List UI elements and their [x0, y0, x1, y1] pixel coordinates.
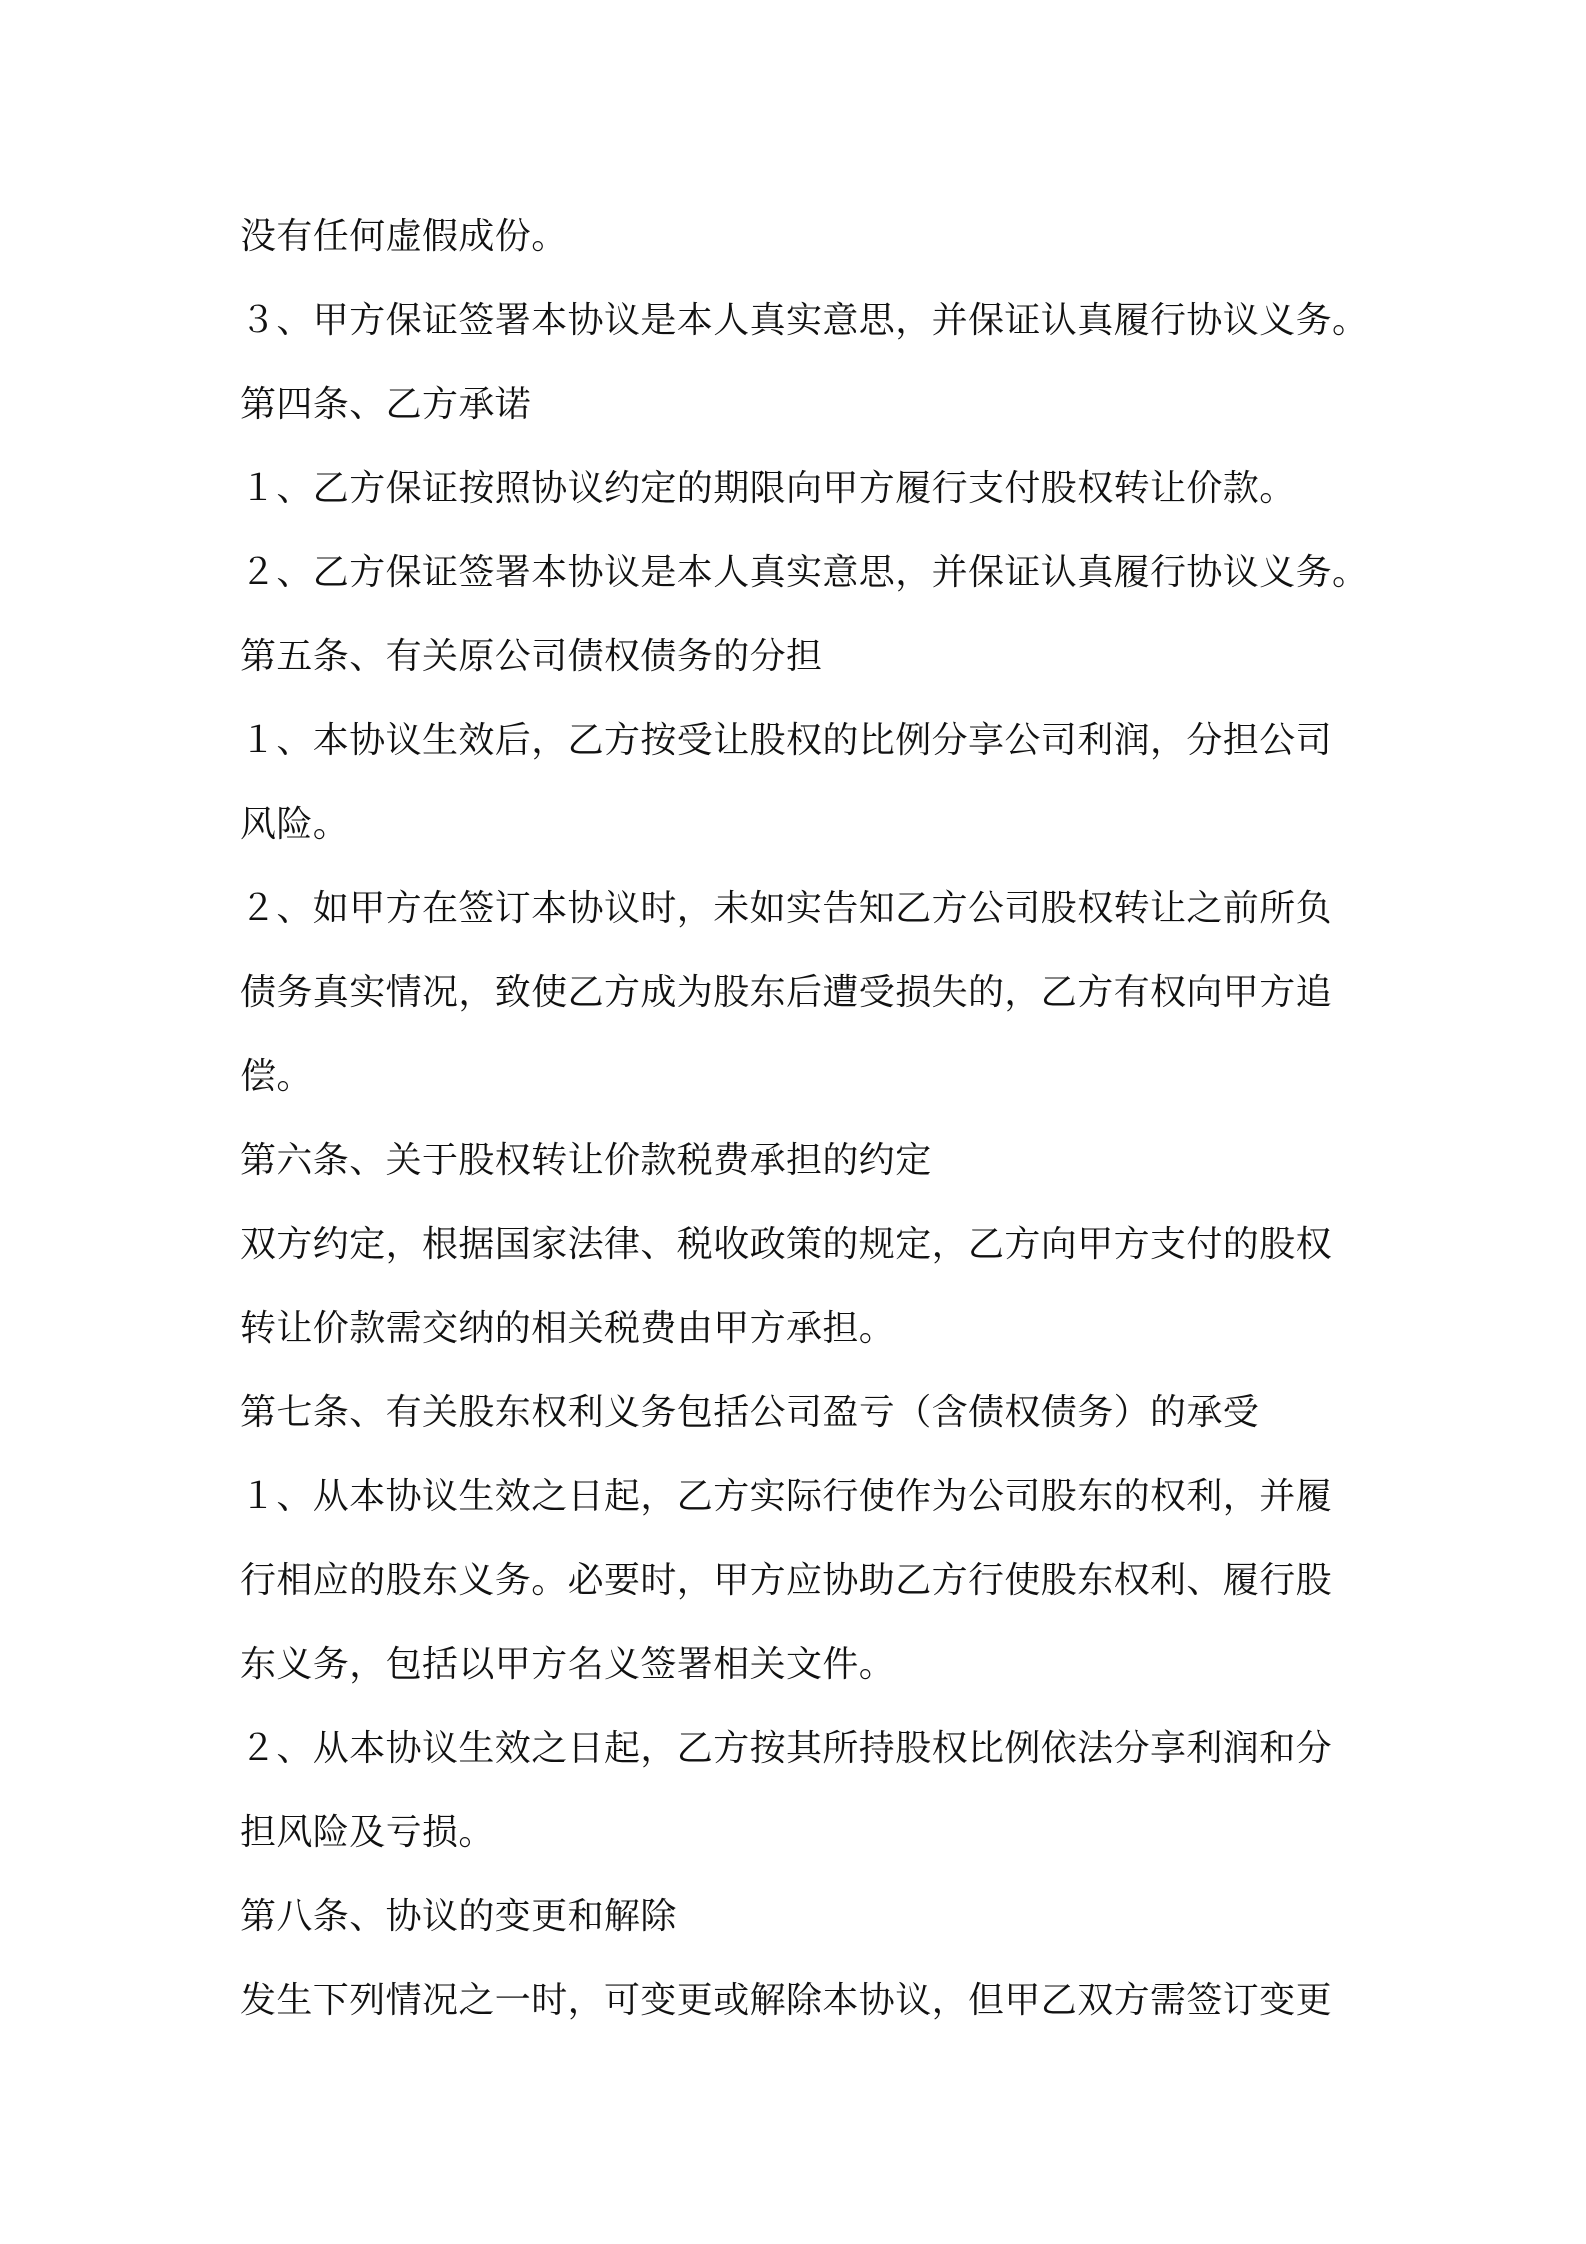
article-8-heading: 第八条、协议的变更和解除	[240, 1896, 677, 1937]
article-5-heading: 第五条、有关原公司债权债务的分担	[240, 636, 823, 677]
paragraph-line: 行相应的股东义务。必要时，甲方应协助乙方行使股东权利、履行股	[240, 1560, 1333, 1601]
paragraph-line: ２、如甲方在签订本协议时，未如实告知乙方公司股权转让之前所负	[240, 888, 1333, 929]
paragraph-line: 债务真实情况，致使乙方成为股东后遭受损失的，乙方有权向甲方追	[240, 972, 1333, 1013]
paragraph-line: 东义务，包括以甲方名义签署相关文件。	[240, 1644, 896, 1685]
paragraph-line: １、本协议生效后，乙方按受让股权的比例分享公司利润，分担公司	[240, 720, 1333, 761]
paragraph-line: １、从本协议生效之日起，乙方实际行使作为公司股东的权利，并履	[240, 1476, 1333, 1517]
paragraph-line: 偿。	[240, 1056, 313, 1097]
paragraph-line: 风险。	[240, 804, 350, 845]
paragraph-line: ２、乙方保证签署本协议是本人真实意思，并保证认真履行协议义务。	[240, 552, 1369, 593]
paragraph-line: 双方约定，根据国家法律、税收政策的规定，乙方向甲方支付的股权	[240, 1224, 1333, 1265]
paragraph-line: １、乙方保证按照协议约定的期限向甲方履行支付股权转让价款。	[240, 468, 1296, 509]
paragraph-line: 发生下列情况之一时，可变更或解除本协议，但甲乙双方需签订变更	[240, 1980, 1333, 2021]
article-4-heading: 第四条、乙方承诺	[240, 384, 532, 425]
paragraph-line: 转让价款需交纳的相关税费由甲方承担。	[240, 1308, 896, 1349]
document-body	[240, 195, 1369, 2043]
article-6-heading: 第六条、关于股权转让价款税费承担的约定	[240, 1140, 932, 1181]
paragraph-line: 担风险及亏损。	[240, 1812, 495, 1853]
paragraph-line: ２、从本协议生效之日起，乙方按其所持股权比例依法分享利润和分	[240, 1728, 1333, 1769]
clause-3-line: ３、甲方保证签署本协议是本人真实意思，并保证认真履行协议义务。	[240, 300, 1369, 341]
paragraph-line: 没有任何虚假成份。	[240, 216, 568, 257]
article-7-heading: 第七条、有关股东权利义务包括公司盈亏（含债权债务）的承受	[240, 1392, 1260, 1433]
